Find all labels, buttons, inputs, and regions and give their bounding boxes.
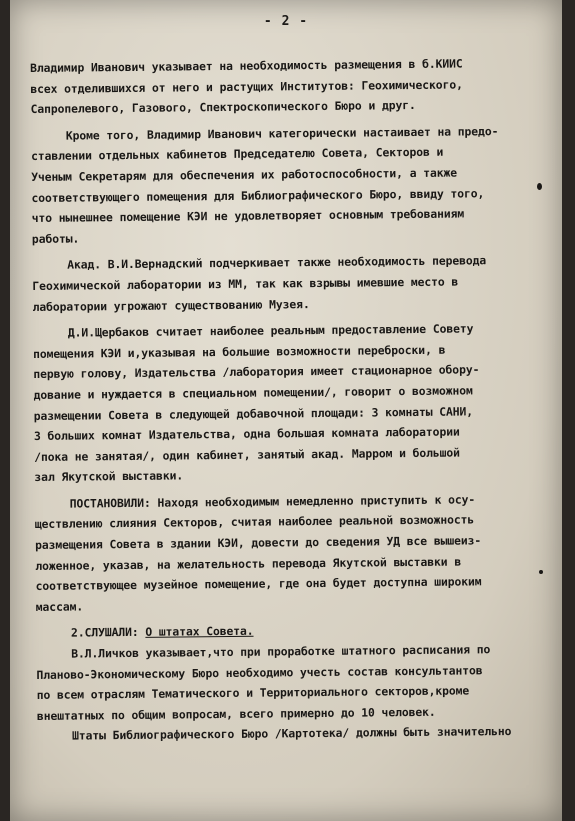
text-line: внештатных по общим вопросам, всего примерно до 10 человек. [36, 704, 436, 723]
text-line: ПОСТАНОВИЛИ: Находя необходимым немедленно приступить к осу- [69, 492, 476, 511]
ink-speck [539, 570, 543, 574]
text-line: дование и нуждается в специальном помещении/, говорит о возможном [33, 383, 473, 402]
text-line: массам. [35, 599, 84, 614]
text-line: по всем отраслям Тематического и Территориального секторов,кроме [36, 683, 470, 703]
text-line: Ученым Секретарям для обеспечения их работоспособности, а также [31, 165, 458, 184]
text-line: всех отделившихся от него и растущих Институтов: Геохимического, [30, 77, 463, 96]
text-line: Штаты Библиографического Бюро /Картотека/ должны быть значительно [72, 724, 512, 744]
text-line: Геохимической лаборатории из ММ, так как взрывы имевшие место в [32, 274, 459, 293]
document-body [30, 52, 562, 747]
ink-speck [537, 183, 542, 190]
text-line: размещении Совета в следующей добавочной площади: 3 комнаты САНИ, [33, 403, 474, 423]
text-line: 3 больших комнат Издательства, одна большая комната лаборатории [33, 424, 460, 444]
text-line: помещения КЭИ и,указывая на большие возможности переброски, в [33, 342, 446, 361]
paragraph-1 [30, 52, 561, 119]
text-line: В.Л.Личков указывает,что при проработке штатного расписания по [71, 642, 491, 661]
document-page [10, 0, 562, 821]
text-line: Акад. В.И.Вернадский подчеркивает также необходимость перевода [67, 253, 487, 272]
text-line: Владимир Иванович указывает на необходимость размещения в б.КИИС [30, 56, 463, 75]
text-line: /пока не занятая/, один кабинет, занятый акад. Марром и большой [34, 445, 460, 464]
paragraph-4 [33, 318, 562, 488]
text-line: ставлении отдельных кабинетов Председателю Совета, Секторов и [30, 145, 444, 164]
heading-prefix: 2.СЛУШАЛИ: [70, 625, 139, 641]
paragraph-3 [32, 250, 562, 317]
text-line: первую голову, Издательства /лаборатория имеет стационарное обору- [33, 362, 480, 382]
text-line: соответствующее музейное помещение, где она будет доступна широким [35, 574, 482, 594]
paragraph-2 [31, 120, 562, 249]
paragraph-section-2 [36, 618, 562, 747]
text-line: Кроме того, Владимир Иванович категорически настаивает на предо- [65, 123, 499, 143]
page-number: - 2 - [263, 14, 309, 29]
text-line: Планово-Экономическому Бюро необходимо учесть состав консультантов [36, 662, 483, 682]
text-line: Д.И.Щербаков считает наиболее реальным предоставление Совету [67, 321, 474, 340]
text-line: лаборатории угрожают существованию Музея. [32, 296, 310, 314]
paragraph-resolution [35, 488, 562, 617]
text-line: ложенное, указав, на желательность перевода Якутской выставки в [35, 554, 462, 573]
text-line: ществлению слияния Секторов, считая наиболее реальной возможность [34, 512, 475, 532]
text-line: Сапропелевого, Газового, Спектроскопического Бюро и друг. [30, 98, 416, 117]
text-line: зал Якутской выставки. [34, 468, 184, 485]
text-line: соответствующего помещения для Библиографического Бюро, ввиду того, [31, 185, 485, 205]
text-line: размещения Совета в здании КЭИ, довести до сведения УД все вышеиз- [35, 533, 482, 553]
heading-title: О штатах Совета. [145, 624, 254, 640]
text-line: что нынешнее помещение КЭИ не удовлетворяет основным требованиям [31, 206, 465, 226]
text-line: работы. [31, 231, 80, 246]
